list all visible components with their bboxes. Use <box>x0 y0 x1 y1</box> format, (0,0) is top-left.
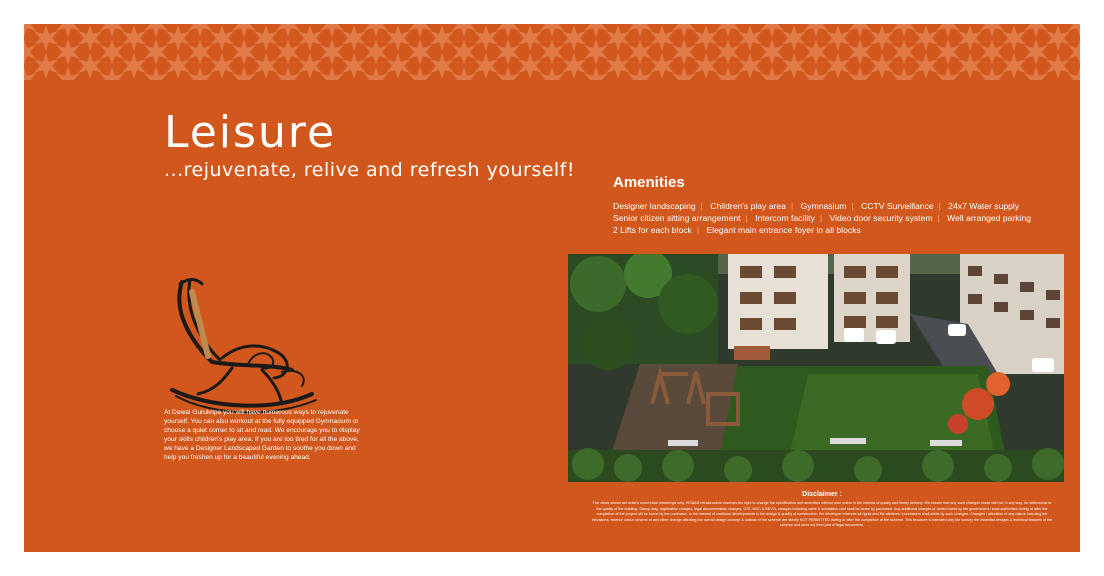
amenity-item: 24x7 Water supply <box>948 201 1020 211</box>
amenity-item: Elegant main entrance foyer in all blocks <box>706 225 861 235</box>
amenity-item: Children's play area <box>710 201 786 211</box>
disclaimer-text: The views shown are artist's conceptual renderings only. HISAAB Infrastructure reserves the right to change the specification and amenities without prior notice in the interest of quality and timely delivery. We ensure that any such changes made will not, in any way, be detrimental to the quality of the building. Stamp duty, registration charges, legal documentation charges, GST, MVC & BEVCL charges including cable & substation cost shall be borne by purchaser. Any additional charges or duties levied by the government / local authorities during or after the completion of the project will be borne by the purchaser. In the interest of continual developments in the design & quality of construction, the developer reserves all rights and the allottees / purchasers shall abide by such changes. Changes / alteration of any nature including the elevations, exterior colour scheme or any other change affecting the overall design concept & outlook of the scheme are strictly NOT PERMITTED during or after the completion of the scheme. This brochure is intended only the convey the essential designs & technical features of the scheme and does not form part of legal documents. <box>591 501 1053 528</box>
leisure-tagline: ...rejuvenate, relive and refresh yourself! <box>164 159 575 181</box>
separator: | <box>938 201 941 211</box>
separator: | <box>696 225 700 235</box>
brochure-spread <box>24 24 1080 552</box>
separator: | <box>937 213 940 223</box>
amenity-item: Video door security system <box>829 213 933 223</box>
disclaimer-title: Disclaimer : <box>802 491 842 498</box>
amenity-item: Well arranged parking <box>947 213 1032 223</box>
leisure-headline: Leisure <box>164 107 337 158</box>
amenity-item: CCTV Surveillance <box>861 201 934 211</box>
amenities-title: Amenities <box>613 174 685 191</box>
rocking-chair-illustration <box>162 272 332 422</box>
garden-rendering-image <box>568 254 1064 482</box>
amenity-item: Gymnasium <box>800 201 847 211</box>
separator: | <box>851 201 854 211</box>
separator: | <box>745 213 748 223</box>
amenity-item: 2 Lifts for each block <box>613 225 692 235</box>
amenities-list <box>613 200 1033 236</box>
amenity-item: Designer landscaping <box>613 201 696 211</box>
decorative-pattern-band <box>24 24 1080 80</box>
amenity-item: Senior citizen sitting arrangement <box>613 213 741 223</box>
separator: | <box>790 201 794 211</box>
separator: | <box>700 201 703 211</box>
amenity-item: Intercom facility <box>755 213 815 223</box>
leisure-intro-text: At Dewal Gurukripa you will have numerous ways to rejuvenate yourself. You can also workout at the fully equipped Gymnasium or choose a quiet corner to sit and read. We encourage you to display your skills children's play area. If you are too tired for all the above, we have a Designer Landscaped Garden to soothe you down and help you freshen up for a beautiful evening ahead. <box>164 409 360 461</box>
separator: | <box>819 213 823 223</box>
